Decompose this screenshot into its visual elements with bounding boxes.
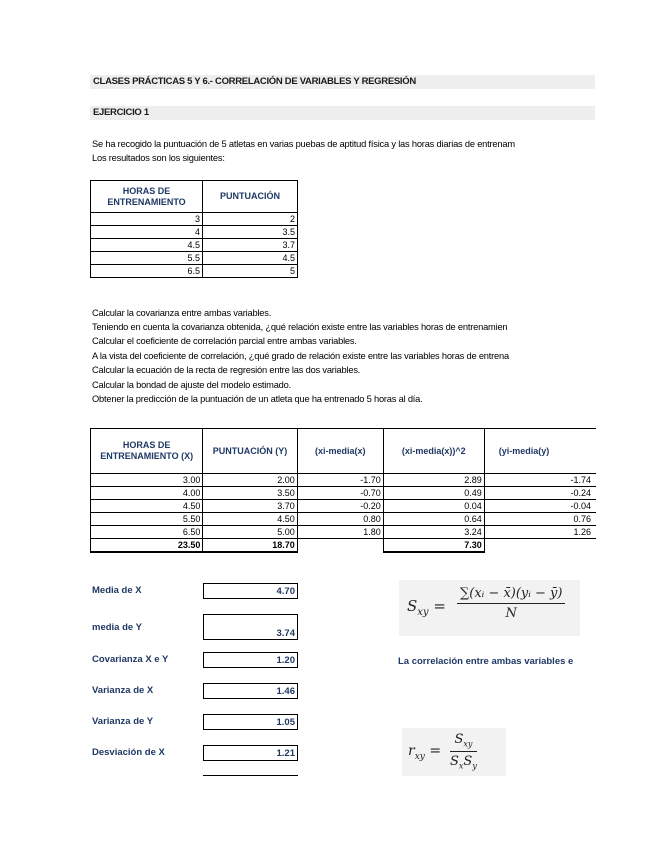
cell: 5 xyxy=(203,265,298,278)
value-variance-x: 1.46 xyxy=(203,683,298,699)
question-1: Calcular la covarianza entre ambas variables. xyxy=(92,308,272,318)
cell: 0.80 xyxy=(297,513,383,526)
label-covariance: Covarianza X e Y xyxy=(92,654,169,665)
corr-num-sub: xy xyxy=(463,739,473,749)
corr-num: S xyxy=(454,732,464,747)
intro-line-1: Se ha recogido la puntuación de 5 atletas en varias puebas de aptitud física y las horas diarias de entrenam xyxy=(92,139,515,149)
cell: 0.49 xyxy=(383,487,484,500)
table-row xyxy=(91,474,597,487)
question-6: Calcular la bondad de ajuste del modelo estimado. xyxy=(92,380,291,390)
exercise-bar xyxy=(90,106,595,120)
cell: 3.5 xyxy=(203,226,298,239)
table-row xyxy=(91,526,597,539)
cell: 4 xyxy=(91,226,203,239)
value-covariance: 1.20 xyxy=(203,652,298,668)
table-row xyxy=(91,487,597,500)
question-5: Calcular la ecuación de la recta de regresión entre las dos variables. xyxy=(92,365,361,375)
table-row xyxy=(91,252,298,265)
header-hours: HORAS DE ENTRENAMIENTO xyxy=(91,181,203,213)
cell: 2.89 xyxy=(383,474,484,487)
header-x: HORAS DE ENTRENAMIENTO (X) xyxy=(91,429,203,474)
formula-denominator: N xyxy=(505,606,517,621)
total-y: 18.70 xyxy=(203,539,297,553)
corr-lhs-sub: xy xyxy=(414,751,425,762)
label-variance-y: Varianza de Y xyxy=(92,716,154,727)
formula-numerator: ∑(xᵢ − x̄)(yᵢ − ȳ) xyxy=(457,586,565,604)
cell: 4.50 xyxy=(91,500,203,513)
cell: 3.70 xyxy=(203,500,297,513)
cell: 0.64 xyxy=(383,513,484,526)
cell: -1.74 xyxy=(484,474,596,487)
correlation-formula: $r_{xy}$ = $S_{xy}$ $S_xS_y$ xyxy=(402,728,506,776)
cell: 6.50 xyxy=(91,526,203,539)
corr-den-sub-1: x xyxy=(458,761,464,771)
table-row xyxy=(91,265,298,278)
cell: 3.00 xyxy=(91,474,203,487)
corr-den-1: S xyxy=(450,753,459,769)
totals-row xyxy=(91,539,597,553)
total-x: 23.50 xyxy=(91,539,203,553)
question-4: A la vista del coeficiente de correlación, ¿qué grado de relación existe entre las variables horas de entrena xyxy=(92,351,509,361)
intro-line-2: Los resultados son los siguientes: xyxy=(92,153,225,163)
question-2: Teniendo en cuenta la covarianza obtenida, ¿qué relación existe entre las variables horas de entrenamien xyxy=(92,322,508,332)
correlation-note: La correlación entre ambas variables e xyxy=(398,656,574,667)
table-row xyxy=(91,513,597,526)
total-dev-x-sq: 7.30 xyxy=(383,539,484,553)
formula-fraction xyxy=(457,586,565,621)
value-stddev-x: 1.21 xyxy=(203,745,298,761)
cell: 2 xyxy=(203,213,298,226)
cell: 2.00 xyxy=(203,474,297,487)
cell: 1.26 xyxy=(484,526,596,539)
corr-fraction xyxy=(450,732,477,770)
total-dev-y xyxy=(484,539,596,553)
cell: -0.24 xyxy=(484,487,596,500)
cell: 5.5 xyxy=(91,252,203,265)
cell: 0.04 xyxy=(383,500,484,513)
cell: -0.20 xyxy=(297,500,383,513)
cell: -0.04 xyxy=(484,500,596,513)
corr-den-sub-2: y xyxy=(472,761,477,771)
label-stddev-x: Desviación de X xyxy=(92,747,165,758)
cell: -1.70 xyxy=(297,474,383,487)
cell: 4.5 xyxy=(203,252,298,265)
cell: 3.24 xyxy=(383,526,484,539)
label-variance-x: Varianza de X xyxy=(92,685,154,696)
table-row xyxy=(91,226,298,239)
total-dev-x xyxy=(297,539,383,553)
corr-lhs: r xyxy=(408,743,415,759)
cell: 6.5 xyxy=(91,265,203,278)
divider-line xyxy=(203,775,298,776)
formula-lhs-sub: xy xyxy=(417,607,429,618)
cell: -0.70 xyxy=(297,487,383,500)
cell: 1.80 xyxy=(297,526,383,539)
exercise-title: EJERCICIO 1 xyxy=(93,107,149,118)
page-title: CLASES PRÁCTICAS 5 Y 6.- CORRELACIÓN DE VARIABLES Y REGRESIÓN xyxy=(93,76,416,87)
table-row xyxy=(91,213,298,226)
cell: 4.00 xyxy=(91,487,203,500)
data-table xyxy=(90,180,298,278)
table-row xyxy=(91,239,298,252)
cell: 3.50 xyxy=(203,487,297,500)
calc-table xyxy=(90,428,596,553)
question-3: Calcular el coeficiente de correlación parcial entre ambas variables. xyxy=(92,336,357,346)
label-mean-x: Media de X xyxy=(92,585,142,596)
value-mean-x: 4.70 xyxy=(203,583,298,599)
header-score: PUNTUACIÓN xyxy=(203,181,298,213)
formula-lhs: S xyxy=(407,597,418,615)
cell: 5.50 xyxy=(91,513,203,526)
cell: 4.5 xyxy=(91,239,203,252)
corr-den-2: S xyxy=(463,753,473,769)
cell: 3 xyxy=(91,213,203,226)
cell: 0.76 xyxy=(484,513,596,526)
header-dev-x-sq: (xi-media(x))^2 xyxy=(383,429,484,474)
table-row xyxy=(91,500,597,513)
covariance-formula: $S_{xy}$ = $\frac{\text{∑(xᵢ − x̄)(yᵢ − ȳ)}}{N}$ xyxy=(399,580,580,636)
cell: 3.7 xyxy=(203,239,298,252)
question-7: Obtener la predicción de la puntuación de un atleta que ha entrenado 5 horas al día. xyxy=(92,394,423,404)
header-y: PUNTUACIÓN (Y) xyxy=(203,429,297,474)
cell: 4.50 xyxy=(203,513,297,526)
cell: 5.00 xyxy=(203,526,297,539)
calc-table-viewport xyxy=(90,428,596,568)
label-mean-y: media de Y xyxy=(92,622,142,633)
header-dev-x: (xi-media(x) xyxy=(297,429,383,474)
value-variance-y: 1.05 xyxy=(203,714,298,730)
value-mean-y: 3.74 xyxy=(203,614,298,640)
header-dev-y: (yi-media(y) xyxy=(484,429,596,474)
